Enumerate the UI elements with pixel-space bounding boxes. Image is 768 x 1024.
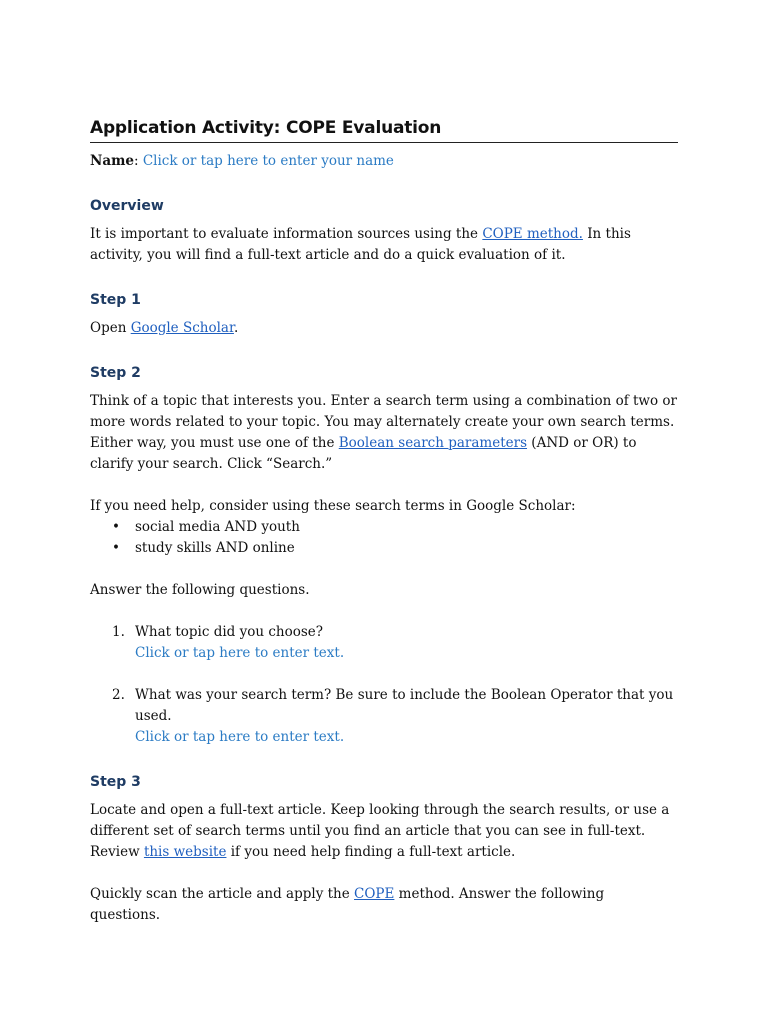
scan-text-end: method. Answer the following questions.: [90, 886, 605, 923]
boolean-search-link[interactable]: Boolean search parameters: [338, 435, 528, 451]
list-item-text: social media AND youth: [135, 519, 300, 535]
page-title: Application Activity: COPE Evaluation: [90, 118, 678, 143]
question-number: 2.: [112, 687, 125, 703]
step2-text-end: (AND or OR) to clarify your search. Click “Search.”: [90, 435, 637, 472]
question-number: 1.: [112, 624, 125, 640]
this-website-link[interactable]: this website: [143, 844, 227, 860]
answer-field[interactable]: Click or tap here to enter text.: [135, 645, 345, 661]
google-scholar-link[interactable]: Google Scholar: [130, 320, 234, 336]
step3-heading: Step 3: [90, 774, 141, 790]
list-item-text: study skills AND online: [135, 540, 295, 556]
step3-text-end: if you need help finding a full-text article.: [226, 844, 516, 860]
step1-heading: Step 1: [90, 292, 141, 308]
answer-intro: Answer the following questions.: [90, 582, 310, 598]
overview-heading: Overview: [90, 198, 164, 214]
question-item: [90, 622, 678, 664]
step1-text-end: .: [233, 320, 239, 336]
question-text: What topic did you choose?: [135, 624, 323, 640]
cope-link[interactable]: COPE: [354, 886, 395, 902]
search-term-list: [90, 517, 678, 559]
step2-heading: Step 2: [90, 365, 141, 381]
question-list: [90, 622, 678, 748]
list-item: [90, 538, 678, 559]
bullet-icon: •: [112, 519, 120, 535]
document-body: [90, 118, 678, 926]
step2-text-start: Think of a topic that interests you. Enter a search term using a combination of two or more words related to your topic. You may alternately create your own search terms. Either way, you must use one of the: [90, 393, 677, 451]
step1-text-start: Open: [90, 320, 131, 336]
name-label: Name: [90, 153, 134, 169]
step3-text-start: Locate and open a full-text article. Keep looking through the search results, or use a different set of search terms until you find an article that you can see in full-text. Review: [90, 802, 670, 860]
scan-paragraph: [90, 884, 678, 926]
overview-text-end: In this activity, you will find a full-text article and do a quick evaluation of it.: [90, 226, 631, 263]
name-row: [90, 151, 678, 172]
list-item: [90, 517, 678, 538]
bullet-icon: •: [112, 540, 120, 556]
name-separator: :: [133, 153, 143, 169]
overview-paragraph: [90, 224, 678, 266]
search-help-text: If you need help, consider using these search terms in Google Scholar:: [90, 498, 576, 514]
answer-field[interactable]: Click or tap here to enter text.: [135, 729, 345, 745]
name-field[interactable]: Click or tap here to enter your name: [142, 153, 394, 169]
overview-text-start: It is important to evaluate information sources using the: [90, 226, 483, 242]
question-item: [90, 685, 678, 748]
cope-method-link[interactable]: COPE method.: [482, 226, 583, 242]
step1-paragraph: [90, 318, 678, 339]
step2-paragraph: [90, 391, 678, 475]
question-text: What was your search term? Be sure to include the Boolean Operator that you used.: [135, 687, 674, 724]
scan-text-start: Quickly scan the article and apply the: [90, 886, 355, 902]
step3-paragraph: [90, 800, 678, 863]
